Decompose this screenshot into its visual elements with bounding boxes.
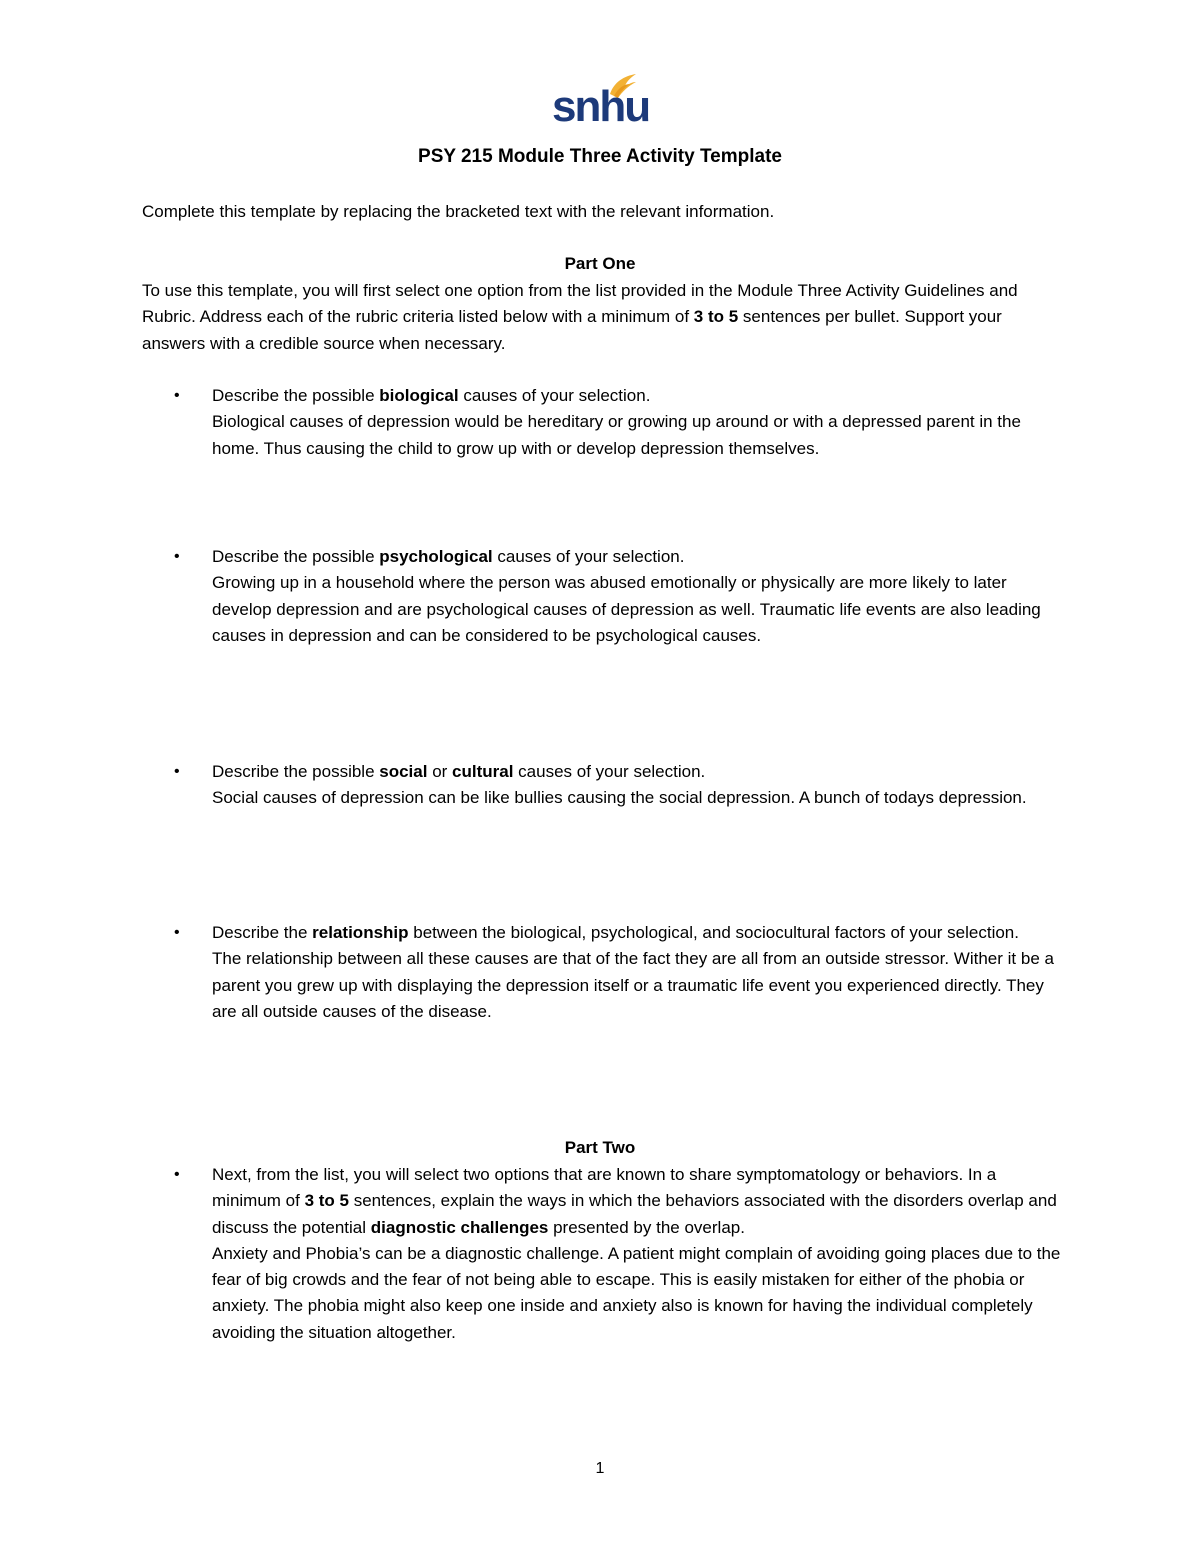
bullet-icon: • xyxy=(174,924,180,941)
bullet-prompt: Describe the relationship between the biological, psychological, and sociocultural factors of your selection. xyxy=(212,923,1019,942)
bullet-icon: • xyxy=(174,763,180,780)
bullet-icon: • xyxy=(174,387,180,404)
bullet-icon: • xyxy=(174,1166,180,1183)
bullet-icon: • xyxy=(174,548,180,565)
page-number: 1 xyxy=(595,1460,605,1477)
snhu-logo xyxy=(552,72,650,134)
bullet-answer: Anxiety and Phobia’s can be a diagnostic challenge. A patient might complain of avoiding going places due to the fear of big crowds and the fear of not being able to escape. This is easily mistaken for either of the phobia or anxiety. The phobia might also keep one inside and anxiety also is known for having the individual completely avoiding the situation altogether. xyxy=(212,1243,1061,1342)
bullet-answer: The relationship between all these causes are that of the fact they are all from an outside stressor. Wither it be a parent you grew up with displaying the depression itself or a traumatic life event you experienced directly. They are all outside causes of the disease. xyxy=(212,949,1054,1021)
part-one-heading: Part One xyxy=(564,254,636,273)
bullet-answer: Growing up in a household where the person was abused emotionally or physically are more likely to later develop depression and are psychological causes of depression as well. Traumatic life events are also leading causes in depression and can be considered to be psychological causes. xyxy=(212,573,1041,645)
bullet-prompt: Next, from the list, you will select two options that are known to share symptomatology or behaviors. In a minimum of 3 to 5 sentences, explain the ways in which the behaviors associated with the disorders overlap and discuss the potential diagnostic challenges presented by the overlap. xyxy=(212,1165,1057,1237)
page-title: PSY 215 Module Three Activity Template xyxy=(418,146,782,167)
bullet-answer: Social causes of depression can be like bullies causing the social depression. A bunch of todays depression. xyxy=(212,788,1027,808)
bullet-prompt: Describe the possible biological causes of your selection. xyxy=(212,386,651,405)
bullet-prompt: Describe the possible social or cultural causes of your selection. xyxy=(212,762,706,781)
logo-wordmark: snhu xyxy=(552,82,650,131)
intro-text: Complete this template by replacing the bracketed text with the relevant information. xyxy=(142,202,775,221)
bullet-prompt: Describe the possible psychological causes of your selection. xyxy=(212,547,685,566)
part-one-instructions: To use this template, you will first select one option from the list provided in the Module Three Activity Guidelines and Rubric. Address each of the rubric criteria listed below with a minimum of 3 to 5 sentences per bullet. Support your answers with a credible source when necessary. xyxy=(142,281,1018,353)
part-two-heading: Part Two xyxy=(564,1138,636,1157)
bullet-answer: Biological causes of depression would be hereditary or growing up around or with a depressed parent in the home. Thus causing the child to grow up with or develop depression themselves. xyxy=(212,412,1021,458)
